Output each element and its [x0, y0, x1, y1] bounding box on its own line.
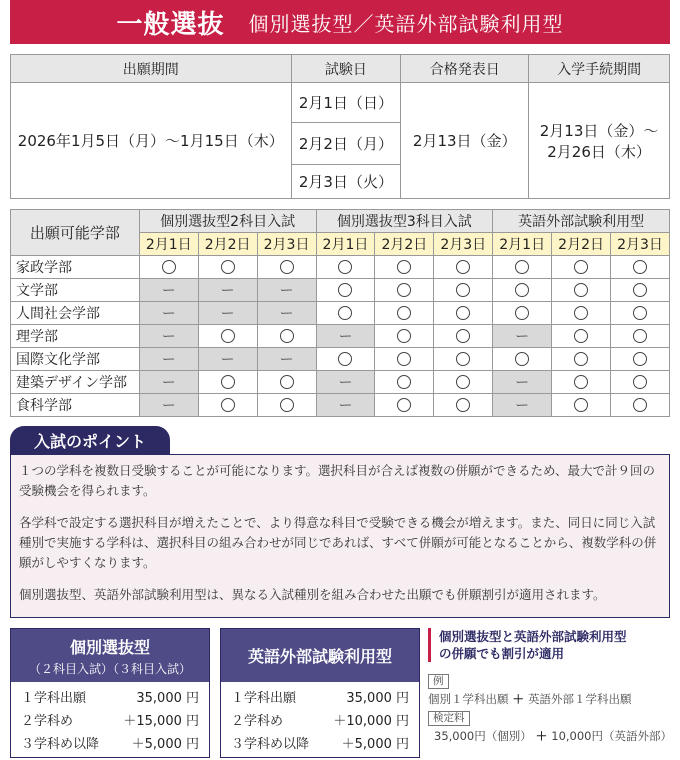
department-name: 家政学部: [11, 256, 140, 279]
department-row: [11, 302, 670, 325]
available-circle-cell: [552, 279, 611, 302]
availability-table: [10, 209, 670, 417]
available-circle-cell: [434, 256, 493, 279]
circle-icon: [397, 260, 411, 274]
unavailable-dash-cell: [198, 302, 257, 325]
available-circle-cell: [493, 348, 552, 371]
dash-mark: ー: [220, 306, 235, 322]
circle-icon: [397, 306, 411, 320]
fee-box-header: [11, 629, 209, 682]
available-circle-cell: [552, 394, 611, 417]
circle-icon: [397, 375, 411, 389]
dash-mark: ー: [161, 306, 176, 322]
unavailable-dash-cell: [139, 325, 198, 348]
fee-example-line: [428, 728, 673, 744]
unavailable-dash-cell: [139, 302, 198, 325]
circle-icon: [515, 260, 529, 274]
dash-mark: ー: [220, 352, 235, 368]
department-name: 食科学部: [11, 394, 140, 417]
dash-mark: ー: [515, 329, 530, 345]
available-circle-cell: [375, 394, 434, 417]
fee-value: 35,000 円: [346, 691, 409, 706]
circle-icon: [456, 329, 470, 343]
fee-box-english: [220, 628, 420, 758]
title-banner: [10, 0, 670, 44]
circle-icon: [338, 352, 352, 366]
available-circle-cell: [257, 325, 316, 348]
plus-sign: ＋: [512, 692, 524, 706]
circle-icon: [456, 375, 470, 389]
circle-icon: [221, 329, 235, 343]
available-circle-cell: [611, 302, 670, 325]
unavailable-dash-cell: [316, 371, 375, 394]
available-circle-cell: [375, 348, 434, 371]
fee-tag: 検定料: [428, 711, 470, 726]
unavailable-dash-cell: [139, 394, 198, 417]
unavailable-dash-cell: [198, 348, 257, 371]
fee-box-title: 英語外部試験利用型: [247, 647, 392, 666]
example-left: 個別１学科出願: [428, 692, 509, 706]
available-circle-cell: [316, 256, 375, 279]
department-row: [11, 325, 670, 348]
available-circle-cell: [552, 302, 611, 325]
available-circle-cell: [552, 348, 611, 371]
available-circle-cell: [611, 348, 670, 371]
unavailable-dash-cell: [493, 394, 552, 417]
point-paragraph-3: 個別選抜型、英語外部試験利用型は、異なる入試種別を組み合わせた出願でも併願割引が適用されます。: [19, 587, 606, 602]
circle-icon: [162, 260, 176, 274]
fee-value: ＋5,000 円: [341, 737, 409, 752]
fee-row: [11, 708, 209, 731]
dash-mark: ー: [338, 329, 353, 345]
day-header: 2月1日: [316, 233, 375, 256]
circle-icon: [456, 352, 470, 366]
department-name: 文学部: [11, 279, 140, 302]
circle-icon: [515, 306, 529, 320]
available-circle-cell: [198, 256, 257, 279]
dash-mark: ー: [161, 375, 176, 391]
circle-icon: [280, 398, 294, 412]
circle-icon: [633, 375, 647, 389]
group-header-kobetsu-3: 個別選抜型3科目入試: [316, 210, 493, 233]
available-circle-cell: [493, 256, 552, 279]
circle-icon: [456, 283, 470, 297]
unavailable-dash-cell: [139, 371, 198, 394]
fee-row: [11, 685, 209, 708]
available-circle-cell: [434, 279, 493, 302]
day-header: 2月3日: [434, 233, 493, 256]
fee-label: ３学科め以降: [231, 737, 310, 752]
dash-mark: ー: [515, 398, 530, 414]
announcement-date: 2月13日（金）: [401, 83, 529, 199]
dash-mark: ー: [161, 398, 176, 414]
application-period: 2026年1月5日（月）〜1月15日（木）: [11, 83, 292, 199]
circle-icon: [633, 306, 647, 320]
fee-example-right: 10,000円（英語外部）: [551, 729, 672, 743]
day-header: 2月2日: [198, 233, 257, 256]
circle-icon: [221, 398, 235, 412]
circle-icon: [280, 375, 294, 389]
fee-label: １学科出願: [231, 691, 297, 706]
available-circle-cell: [316, 348, 375, 371]
circle-icon: [280, 260, 294, 274]
available-circle-cell: [434, 394, 493, 417]
fee-value: ＋15,000 円: [123, 714, 199, 729]
available-circle-cell: [434, 302, 493, 325]
day-header: 2月2日: [552, 233, 611, 256]
circle-icon: [338, 283, 352, 297]
unavailable-dash-cell: [493, 325, 552, 348]
department-row: [11, 348, 670, 371]
available-circle-cell: [257, 394, 316, 417]
schedule-table: [10, 54, 670, 199]
circle-icon: [397, 352, 411, 366]
exam-date-3: 2月3日（火）: [291, 165, 401, 199]
circle-icon: [280, 329, 294, 343]
unavailable-dash-cell: [257, 279, 316, 302]
available-circle-cell: [139, 256, 198, 279]
unavailable-dash-cell: [139, 348, 198, 371]
day-header: 2月2日: [375, 233, 434, 256]
point-paragraph-2: 各学科で設定する選択科目が増えたことで、より得意な科目で受験できる機会が増えます。また、同日に同じ入試種別で実施する学科は、選択科目の組み合わせが同じであれば、すべて併願が可能となることから、複数学科の併願がしやすくなります。: [19, 515, 657, 570]
circle-icon: [574, 352, 588, 366]
header-procedure: 入学手続期間: [529, 55, 670, 83]
fee-label: １学科出願: [21, 691, 87, 706]
available-circle-cell: [611, 371, 670, 394]
fee-box-header: [221, 629, 419, 682]
dash-mark: ー: [338, 398, 353, 414]
circle-icon: [633, 283, 647, 297]
unavailable-dash-cell: [198, 279, 257, 302]
exam-date-1: 2月1日（日）: [291, 83, 401, 123]
procedure-line-1: 2月13日（金）〜: [539, 121, 659, 140]
banner-main-title: 一般選抜: [116, 9, 225, 40]
circle-icon: [456, 306, 470, 320]
fee-value: 35,000 円: [136, 691, 199, 706]
available-circle-cell: [257, 256, 316, 279]
discount-note: [428, 628, 673, 744]
circle-icon: [574, 375, 588, 389]
available-circle-cell: [316, 279, 375, 302]
available-circle-cell: [552, 256, 611, 279]
fee-box-subtitle: （２科目入試）（３科目入試）: [28, 661, 191, 676]
dash-mark: ー: [515, 375, 530, 391]
circle-icon: [221, 375, 235, 389]
circle-icon: [515, 283, 529, 297]
dash-mark: ー: [279, 283, 294, 299]
plus-sign: ＋: [535, 729, 548, 743]
unavailable-dash-cell: [257, 348, 316, 371]
note-headline-line-1: 個別選抜型と英語外部試験利用型: [439, 629, 627, 644]
fee-label: ２学科め: [21, 714, 74, 729]
circle-icon: [338, 260, 352, 274]
circle-icon: [397, 398, 411, 412]
available-circle-cell: [493, 279, 552, 302]
available-circle-cell: [316, 302, 375, 325]
fee-row: [221, 708, 419, 731]
available-circle-cell: [375, 279, 434, 302]
fee-value: ＋10,000 円: [333, 714, 409, 729]
available-circle-cell: [434, 348, 493, 371]
department-name: 建築デザイン学部: [11, 371, 140, 394]
available-circle-cell: [375, 302, 434, 325]
circle-icon: [456, 260, 470, 274]
exam-date-2: 2月2日（月）: [291, 123, 401, 165]
circle-icon: [574, 260, 588, 274]
circle-icon: [633, 352, 647, 366]
department-name: 国際文化学部: [11, 348, 140, 371]
available-circle-cell: [611, 279, 670, 302]
fee-row: [11, 731, 209, 754]
day-header: 2月1日: [139, 233, 198, 256]
fee-row: [221, 731, 419, 754]
day-header: 2月3日: [257, 233, 316, 256]
available-circle-cell: [198, 325, 257, 348]
available-circle-cell: [198, 394, 257, 417]
example-tag: 例: [428, 674, 449, 689]
example-right: 英語外部１学科出願: [528, 692, 632, 706]
circle-icon: [397, 329, 411, 343]
dash-mark: ー: [279, 352, 294, 368]
unavailable-dash-cell: [316, 394, 375, 417]
fee-label: ３学科め以降: [21, 737, 100, 752]
header-exam-date: 試験日: [291, 55, 401, 83]
procedure-period: [529, 83, 670, 199]
available-circle-cell: [375, 371, 434, 394]
circle-icon: [456, 398, 470, 412]
dash-mark: ー: [161, 329, 176, 345]
group-header-kobetsu-2: 個別選抜型2科目入試: [139, 210, 316, 233]
header-announcement: 合格発表日: [401, 55, 529, 83]
fee-row: [221, 685, 419, 708]
day-header: 2月1日: [493, 233, 552, 256]
available-circle-cell: [434, 371, 493, 394]
circle-icon: [221, 260, 235, 274]
procedure-line-2: 2月26日（木）: [547, 142, 651, 161]
circle-icon: [633, 398, 647, 412]
group-header-english: 英語外部試験利用型: [493, 210, 670, 233]
dash-mark: ー: [338, 375, 353, 391]
example-line: [428, 691, 673, 707]
dash-mark: ー: [220, 283, 235, 299]
dash-mark: ー: [161, 283, 176, 299]
available-circle-cell: [552, 325, 611, 348]
unavailable-dash-cell: [493, 371, 552, 394]
fee-box-title: 個別選抜型: [69, 637, 150, 657]
circle-icon: [574, 329, 588, 343]
points-box: [10, 454, 670, 618]
circle-icon: [397, 283, 411, 297]
fee-label: ２学科め: [231, 714, 284, 729]
header-application-period: 出願期間: [11, 55, 292, 83]
circle-icon: [574, 398, 588, 412]
circle-icon: [338, 306, 352, 320]
department-row: [11, 279, 670, 302]
fee-box-kobetsu: [10, 628, 210, 758]
circle-icon: [515, 352, 529, 366]
available-circle-cell: [611, 256, 670, 279]
department-row: [11, 371, 670, 394]
circle-icon: [633, 260, 647, 274]
dash-mark: ー: [279, 306, 294, 322]
department-name: 理学部: [11, 325, 140, 348]
available-circle-cell: [611, 325, 670, 348]
circle-icon: [574, 283, 588, 297]
header-departments: 出願可能学部: [11, 210, 140, 256]
note-headline: [428, 628, 673, 662]
unavailable-dash-cell: [257, 302, 316, 325]
department-row: [11, 256, 670, 279]
points-tab: 入試のポイント: [10, 426, 170, 454]
available-circle-cell: [493, 302, 552, 325]
note-headline-line-2: の併願でも割引が適用: [439, 646, 565, 661]
unavailable-dash-cell: [139, 279, 198, 302]
circle-icon: [633, 329, 647, 343]
available-circle-cell: [611, 394, 670, 417]
unavailable-dash-cell: [316, 325, 375, 348]
available-circle-cell: [552, 371, 611, 394]
banner-subtitle: 個別選抜型／英語外部試験利用型: [248, 11, 564, 36]
circle-icon: [574, 306, 588, 320]
dash-mark: ー: [161, 352, 176, 368]
department-row: [11, 394, 670, 417]
available-circle-cell: [375, 325, 434, 348]
department-name: 人間社会学部: [11, 302, 140, 325]
point-paragraph-1: １つの学科を複数日受験することが可能になります。選択科目が合えば複数の併願ができるため、最大で計９回の受験機会を得られます。: [19, 463, 656, 498]
available-circle-cell: [198, 371, 257, 394]
available-circle-cell: [257, 371, 316, 394]
available-circle-cell: [375, 256, 434, 279]
fee-value: ＋5,000 円: [131, 737, 199, 752]
day-header: 2月3日: [611, 233, 670, 256]
available-circle-cell: [434, 325, 493, 348]
fee-example-left: 35,000円（個別）: [434, 729, 532, 743]
